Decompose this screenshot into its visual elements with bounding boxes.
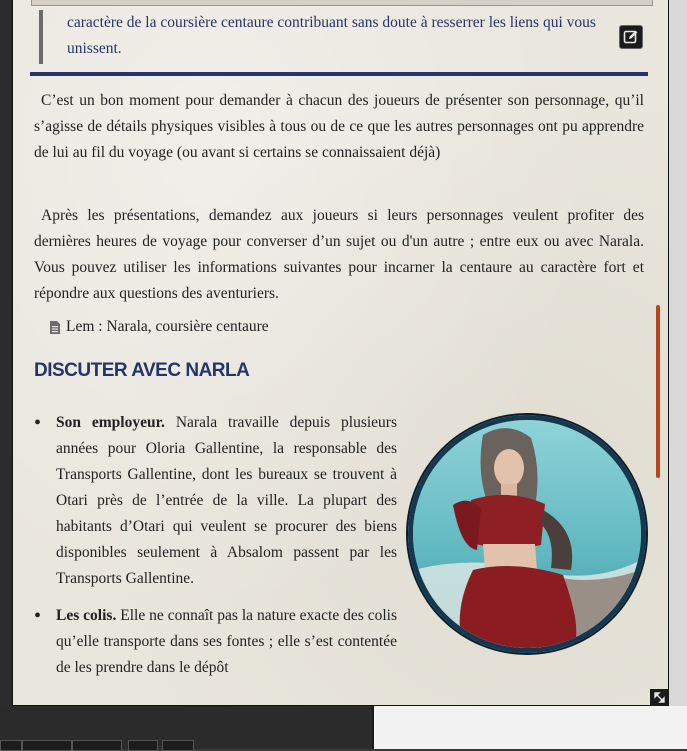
header-strip xyxy=(31,0,653,6)
background-tab[interactable] xyxy=(22,740,72,751)
portrait-illustration xyxy=(413,420,641,648)
read-aloud-quote xyxy=(39,10,624,64)
section-divider xyxy=(30,72,648,76)
bullet-title: Les colis. xyxy=(56,607,117,624)
bullet-text: Narala travaille depuis plusieurs années pour Oloria Gallentine, la responsable des Transports Gallentine, dont les bureaux se trouvent à Otari près de l’entrée de la ville. La plupart des habitants d’Otari qui veulent se procurer des biens disponibles seulement à Absalom passent par les Transports Gallentine. xyxy=(56,414,398,587)
resize-handle[interactable] xyxy=(650,689,669,706)
quote-line: caractère de la coursière centaure contribuant sans doute à resserrer les liens qui vous xyxy=(67,14,596,31)
journal-entry-link[interactable] xyxy=(49,318,269,336)
background-panel xyxy=(372,706,687,749)
background-right-edge xyxy=(669,0,687,749)
scrollbar-thumb[interactable] xyxy=(656,305,660,478)
bullet-dot-icon: • xyxy=(34,605,42,627)
document-icon xyxy=(49,320,61,335)
list-item xyxy=(34,410,397,592)
quote-line: unissent. xyxy=(67,40,122,57)
bullet-list xyxy=(34,410,397,692)
background-sidebar xyxy=(0,0,12,749)
background-tab[interactable] xyxy=(72,740,122,751)
background-tab[interactable] xyxy=(128,740,158,751)
section-heading: DISCUTER AVEC NARLA xyxy=(34,360,250,381)
background-tab[interactable] xyxy=(162,740,194,751)
narala-portrait xyxy=(408,415,646,653)
resize-icon xyxy=(654,692,665,703)
edit-icon xyxy=(623,29,639,45)
bullet-dot-icon: • xyxy=(34,412,42,434)
journal-window xyxy=(12,0,669,706)
background-tab[interactable] xyxy=(0,740,22,751)
bullet-title: Son employeur. xyxy=(56,414,165,431)
paragraph-conversation: Après les présentations, demandez aux joueurs si leurs personnages veulent profiter des dernières heures de voyage pour converser d’un sujet ou d'un autre ; entre eux ou avec Narala. Vous pouvez utiliser les informations suivantes pour incarner la centaure au caractère fort et répondre aux questions des aventuriers. xyxy=(34,207,644,302)
paragraph-intro: C’est un bon moment pour demander à chacun des joueurs de présenter son personnage, qu’il s’agisse de détails physiques visibles à tous ou de ce que les autres personnages ont pu apprendre de lui au fil du voyage (ou avant si certains se connaissaient déjà) xyxy=(34,92,644,161)
edit-button[interactable] xyxy=(619,25,643,49)
bullet-text: Elle ne connaît pas la nature exacte des colis qu’elle transporte dans ses fontes ; elle s’est contentée de les prendre dans le dépôt xyxy=(56,607,397,676)
journal-link-label[interactable]: Lem : Narala, coursière centaure xyxy=(66,318,269,335)
list-item xyxy=(34,603,397,681)
